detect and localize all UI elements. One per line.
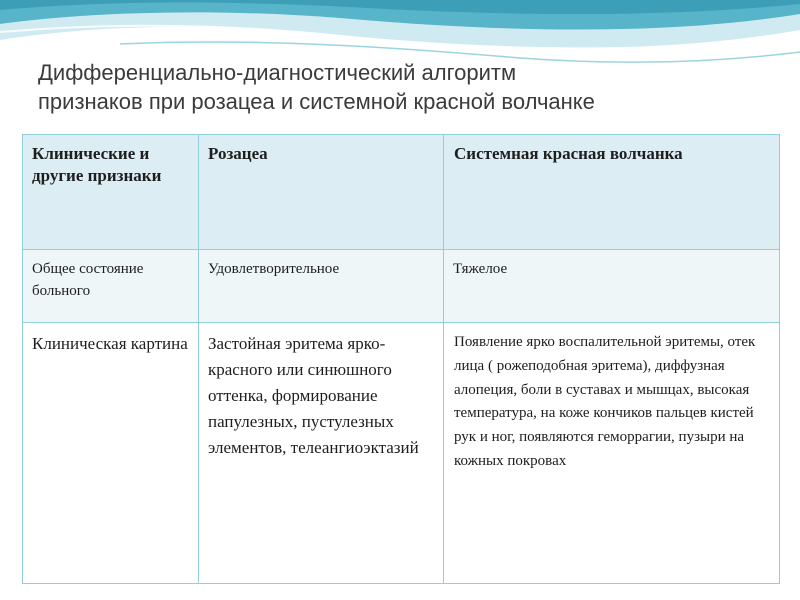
cell-rosacea-clinical-picture: Застойная эритема ярко-красного или синюшного оттенка, формирование папулезных, пустулезных элементов, телеангиоэктазий [199, 323, 444, 584]
comparison-table [22, 134, 780, 584]
header-signs: Клинические и другие признаки [23, 135, 199, 250]
cell-rosacea-general-state: Удовлетворительное [199, 250, 444, 323]
cell-sign-clinical-picture: Клиническая картина [23, 323, 199, 584]
table-row [23, 250, 780, 323]
title-line-2: признаков при розацеа и системной красной волчанке [38, 89, 595, 114]
slide-title [38, 58, 778, 116]
table-row [23, 323, 780, 584]
header-sle: Системная красная волчанка [444, 135, 780, 250]
cell-sle-clinical-picture: Появление ярко воспалительной эритемы, отек лица ( рожеподобная эритема), диффузная алопеция, боли в суставах и мышцах, высокая температура, на коже кончиков пальцев кистей рук и ног, появляются геморрагии, пузыри на кожных покровах [444, 323, 780, 584]
header-rosacea: Розацеа [199, 135, 444, 250]
cell-sign-general-state: Общее состояние больного [23, 250, 199, 323]
cell-sle-general-state: Тяжелое [444, 250, 780, 323]
table-header-row [23, 135, 780, 250]
title-line-1: Дифференциально-диагностический алгоритм [38, 60, 517, 85]
